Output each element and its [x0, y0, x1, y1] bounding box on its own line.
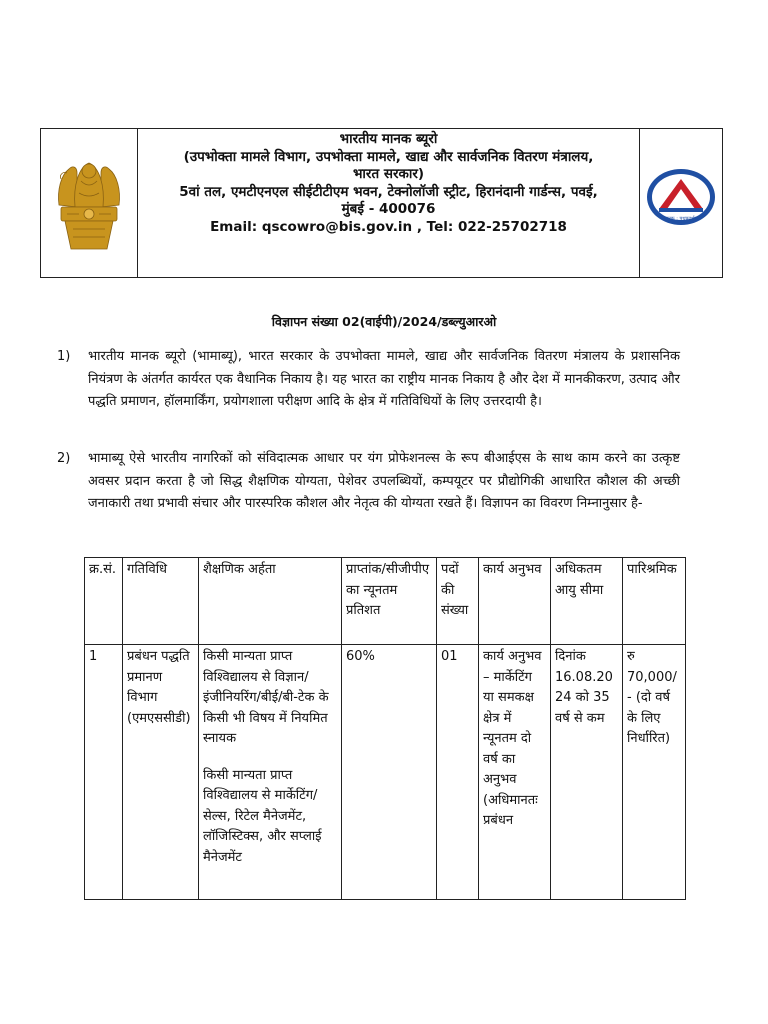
- paragraph-2: [57, 448, 680, 516]
- cell-qualification: [199, 645, 342, 900]
- table-row: [85, 645, 686, 900]
- qualification-option-1: किसी मान्यता प्राप्त विश्विद्यालय से विज्ञान/इंजीनियरिंग/बीई/बी-टेक के किसी भी विषय में नियमित स्नायक: [203, 649, 329, 746]
- cell-min-percentage: 60%: [342, 645, 437, 900]
- paragraph-text: भामाब्यू ऐसे भारतीय नागरिकों को संविदात्मक आधार पर यंग प्रोफेशनल्स के रूप बीआईएस के साथ काम करने का उत्कृष्ट अवसर प्रदान करता है जो सिद्ध शैक्षणिक योग्यता, पेशेवर उपलब्धियों, कम्पयूटर पर प्रौद्योगिकी आधारित कौशल की अच्छी जनाकारी तथा प्रभावी संचार और पारस्परिक कौशल और नेतृत्व की योग्यता रखते हैं। विज्ञापन का विवरण निम्नानुसार है-: [88, 451, 680, 511]
- table-header-row: [85, 558, 686, 645]
- advertisement-number: विज्ञापन संख्या 02(वाईपी)/2024/डब्ल्युआरओ: [271, 314, 497, 329]
- emblem-cell: [41, 129, 138, 277]
- paragraph-text: भारतीय मानक ब्यूरो (भामाब्यू), भारत सरकार के उपभोक्ता मामले, खाद्य और सार्वजनिक वितरण मंत्रालय के प्रशासनिक नियंत्रण के अंतर्गत कार्यरत एक वैधानिक निकाय है। यह भारत का राष्ट्रीय मानक निकाय है और देश में मानकीकरण, उत्पाद और पद्धति प्रमाणन, हॉलमार्किंग, प्रयोगशाला परीक्षण आदि के क्षेत्र में गतिविधियों के लिए उत्तरदायी है।: [88, 349, 680, 409]
- cell-sno: 1: [85, 645, 123, 900]
- letterhead-text: [138, 129, 639, 279]
- ministry-line: (उपभोक्ता मामले विभाग, उपभोक्ता मामले, खाद्य और सार्वजनिक वितरण मंत्रालय,: [183, 148, 594, 165]
- header-experience: कार्य अनुभव: [479, 558, 551, 645]
- header-min-percentage: प्राप्तांक/सीजीपीए का न्यूनतम प्रतिशत: [342, 558, 437, 645]
- contact-line: Email: qscowro@bis.gov.in , Tel: 022-25702718: [210, 218, 567, 235]
- cell-activity: प्रबंधन पद्धति प्रमानण विभाग (एमएससीडी): [123, 645, 199, 900]
- header-remuneration: पारिश्रमिक: [623, 558, 686, 645]
- cell-posts: 01: [437, 645, 479, 900]
- city-line: मुंबई - 400076: [341, 201, 436, 217]
- qualification-option-2: किसी मान्यता प्राप्त विश्विद्यालय से मार्केटिंग/सेल्स, रिटेल मैनेजमेंट, लॉजिस्टिक्स, और सप्लाई मैनेजमेंट: [203, 767, 322, 865]
- paragraph-number: 1): [57, 349, 71, 364]
- address-line: 5वां तल, एमटीएनएल सीईटीटीएम भवन, टेक्नोलॉजी स्ट्रीट, हिरानंदानी गार्डन्स, पवई,: [179, 183, 598, 200]
- state-emblem-icon: [51, 145, 127, 263]
- header-posts: पदों की संख्या: [437, 558, 479, 645]
- org-name-hindi: भारतीय मानक ब्यूरो: [339, 131, 438, 147]
- header-sno: क्र.सं.: [85, 558, 123, 645]
- cell-max-age: दिनांक 16.08.2024 को 35 वर्ष से कम: [551, 645, 623, 900]
- cell-experience: कार्य अनुभव – मार्केटिंग या समकक्ष क्षेत्र में न्यूनतम दो वर्ष का अनुभव (अधिमानतः प्रबंधन: [479, 645, 551, 900]
- letterhead: [40, 128, 723, 278]
- header-max-age: अधिकतम आयु सीमा: [551, 558, 623, 645]
- logo-tagline: मानक : पथप्रदर्शक: [663, 216, 699, 222]
- paragraph-1: [57, 346, 680, 414]
- bis-logo-icon: [645, 167, 717, 229]
- header-activity: गतिविधि: [123, 558, 199, 645]
- bis-logo-cell: [639, 129, 722, 277]
- govt-line: भारत सरकार): [352, 166, 425, 182]
- vacancy-table: [84, 557, 686, 900]
- paragraph-number: 2): [57, 451, 71, 466]
- header-qualification: शैक्षणिक अर्हता: [199, 558, 342, 645]
- cell-remuneration: रु 70,000/- (दो वर्ष के लिए निर्धारित): [623, 645, 686, 900]
